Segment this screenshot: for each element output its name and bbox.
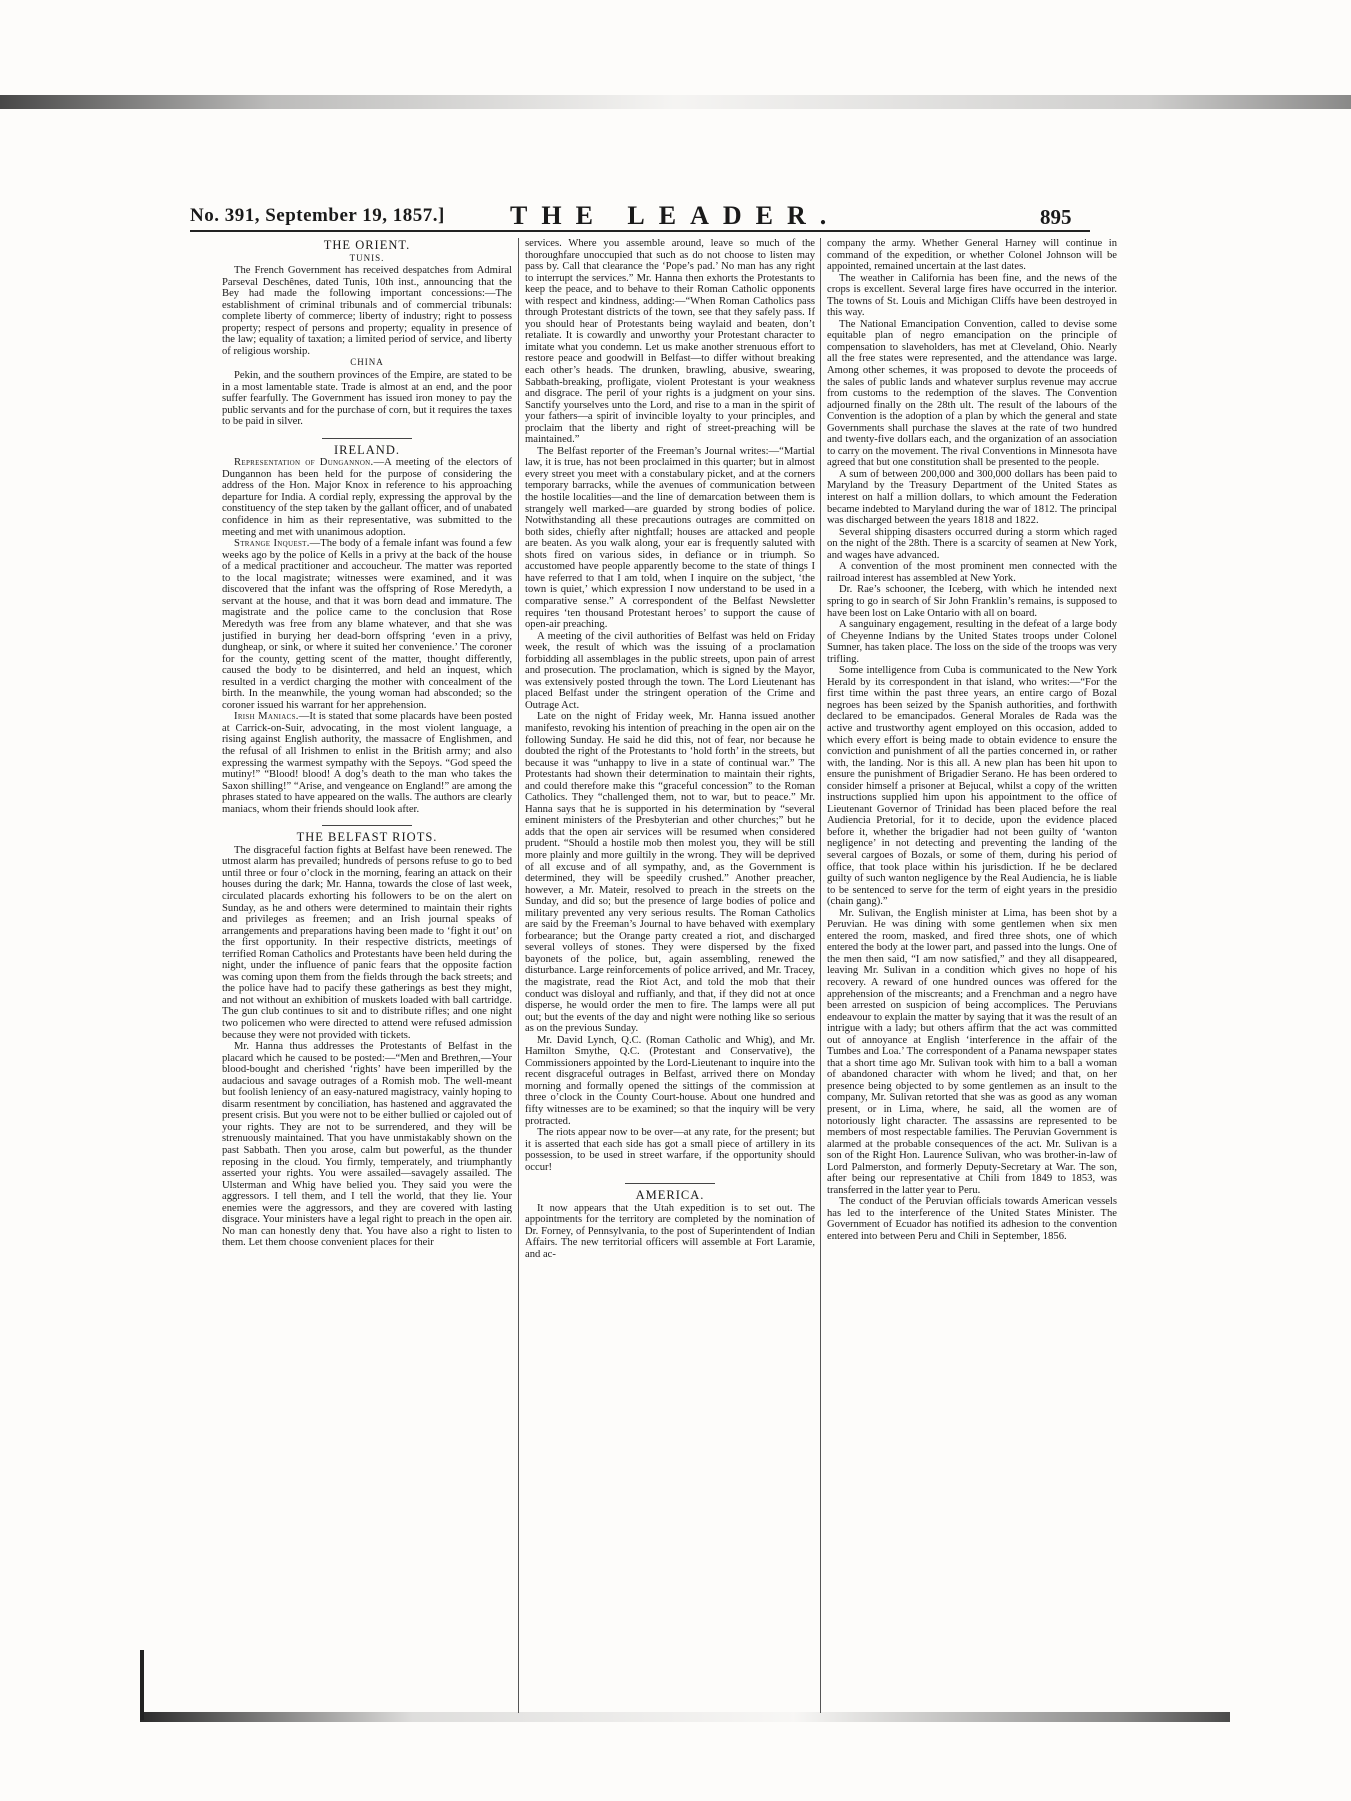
article-paragraph: It now appears that the Utah expedition is to set out. The appointments for the territory are completed by the nomination of Dr. Forney, of Pennsylvania, to the post of Superintendent of Indian Affairs. The new territorial officers will assemble at Fort Laramie, and ac- bbox=[525, 1202, 815, 1261]
column-divider bbox=[518, 238, 519, 1713]
article-paragraph: Mr. Hanna thus addresses the Protestants of Belfast in the placard which he caused to be posted:—“Men and Brethren,—Your blood-bought and cherished ‘rights’ have been imperilled by the audacious and savage outrages of a Romish mob. The well-meant but foolish leniency of an easy-natured magistracy, vainly hoping to disarm resentment by conciliation, has hastened and aggravated the present crisis. But you were not to be either bullied or cajoled out of your rights. They are not to be surrendered, and they will be strenuously maintained. That you have unmistakably shown on the past Sabbath. Then you arose, calm but powerful, as the thunder reposing in the cloud. You firmly, temperately, and triumphantly asserted your rights. You were assailed—savagely assailed. The Ulsterman and Whig have belied you. They said you were the aggressors. I tell them, and I tell the world, that they lie. Your enemies were the aggressors, and they are covered with lasting disgrace. Your ministers have a legal right to preach in the open air. No man can honestly deny that. You have also a right to listen to them. Let them choose convenient places for their bbox=[222, 1041, 512, 1249]
article-paragraph: Late on the night of Friday week, Mr. Hanna issued another manifesto, revoking his intention of preaching in the open air on the following Sunday. He said he did this, not of fear, nor because he doubted the right of the Protestants to ‘hold forth’ in the streets, but because it was “unhappy to live in a state of continual war.” The Protestants had shown their determination to maintain their rights, and could therefore make this “graceful concession” to the Roman Catholics. They “challenged them, not to war, but to peace.” Mr. Hanna says that he is supported in his determination by “several eminent ministers of the Presbyterian and other churches;” but he adds that the open air services will be resumed when considered prudent. “Should a hostile mob then molest you, they will be still more plainly and more guiltily in the wrong. They will be deprived of all excuse and of all sympathy, and, as the Government is determined, they will be speedily crushed.” Another preacher, however, a Mr. Mateir, resolved to preach in the streets on the Sunday, and did so; but the presence of large bodies of police and military prevented any very serious results. The Roman Catholics are said by the Freeman’s Journal to have behaved with exemplary forbearance; but the Orange party created a riot, and discharged several volleys of stones. They were dispersed by the fixed bayonets of the police, but, again assembling, renewed the disturbance. Large reinforcements of police arrived, and Mr. Tracey, the magistrate, read the Riot Act, and told the mob that their conduct was disloyal and ruffianly, and that, if they did not at once disperse, he would order the men to fire. The lamps were all put out; but the events of the day and night were nothing like so serious as on the previous Sunday. bbox=[525, 711, 815, 1035]
newspaper-title: THE LEADER. bbox=[510, 201, 841, 230]
run-in-heading: Representation of Dungannon. bbox=[234, 457, 374, 469]
section-heading: THE BELFAST RIOTS. bbox=[296, 830, 438, 845]
article-paragraph: The disgraceful faction fights at Belfast have been renewed. The utmost alarm has prevailed; hundreds of persons refuse to go to bed until three or four o’clock in the morning, fearing an attack on their houses during the dark; Mr. Hanna, towards the close of last week, circulated placards exhorting his followers to be on the alert on Sunday, as he and others were determined to maintain their rights and privileges as freemen; and an Irish journal speaks of arrangements and preparations having been made to ‘fight it out’ on the first opportunity. In their respective districts, meetings of terrified Roman Catholics and Protestants have been held during the night, under the influence of panic fears that the opposite faction was coming upon them from the fields through the back streets; and the police have had to pacify these gatherings as best they might, and not without an exhibition of muskets loaded with ball cartridge. The gun club continues to sit and to distribute rifles; and one night two policemen who were directed to attend were refused admission because they were not provided with tickets. bbox=[222, 844, 512, 1041]
article-paragraph: Dr. Rae’s schooner, the Iceberg, with which he intended next spring to go in search of Sir John Franklin’s remains, is supposed to have been lost on Lake Ontario with all on board. bbox=[827, 584, 1117, 619]
section-rule bbox=[322, 438, 412, 439]
masthead bbox=[190, 195, 1090, 235]
article-paragraph bbox=[222, 457, 512, 538]
article-paragraph bbox=[222, 538, 512, 711]
article-paragraph: A sanguinary engagement, resulting in the defeat of a large body of Cheyenne Indians by the United States troops under Colonel Sumner, has taken place. The loss on the side of the troops was very trifling. bbox=[827, 619, 1117, 665]
scan-edge-left bbox=[140, 1650, 144, 1720]
paragraph-text: —The body of a female infant was found a few weeks ago by the police of Kells in a privy at the back of the house of a medical practitioner and accoucheur. The matter was reported to the local magistrate; witnesses were examined, and it was discovered that the infant was the offspring of Rose Meredyth, a servant at the house, and that it was born dead and immature. The magistrate and the police came to the conclusion that Rose Meredyth was free from any blame whatever, and that she was justified in burying her dead-born offspring ‘even in a privy, dungheap, or sink, or where it suited her convenience.’ The coroner for the county, getting scent of the matter, thought differently, caused the body to be disinterred, and held an inquest, which resulted in a verdict charging the mother with concealment of the birth. In the meanwhile, the young woman had absconded; so the coroner issued his warrant for her apprehension. bbox=[222, 538, 512, 711]
run-in-heading: Irish Maniacs. bbox=[234, 711, 299, 723]
article-paragraph: Mr. David Lynch, Q.C. (Roman Catholic and Whig), and Mr. Hamilton Smythe, Q.C. (Protestant and Conservative), the Commissioners appointed by the Lord-Lieutenant to inquire into the recent disgraceful outrages in Belfast, arrived there on Monday morning and formally opened the sittings of the commission at three o’clock in the County Court-house. About one hundred and fifty witnesses are to be examined; so that the inquiry will be very protracted. bbox=[525, 1034, 815, 1127]
section-rule bbox=[625, 1183, 715, 1184]
scan-edge-bottom bbox=[140, 1712, 1230, 1722]
column-divider bbox=[820, 238, 821, 1713]
page-number: 895 bbox=[1040, 205, 1072, 229]
run-in-heading: Strange Inquest. bbox=[234, 538, 310, 550]
article-paragraph: Some intelligence from Cuba is communicated to the New York Herald by its correspondent in that island, who writes:—“For the first time within the past three years, an entire cargo of Bozal negroes has been seized by the Spanish authorities, and forthwith declared to be emancipados. General Morales de Rada was the active and trustworthy agent employed on this occasion, added to which every effort is being made to obtain evidence to ensure the conviction and punishment of all the parties concerned in, or rather with, the landing. Nor is this all. A new plan has been hit upon to ensure the punishment of Brigadier Serano. He has been ordered to consider himself a prisoner at Bejucal, whilst a copy of the written instructions supplied him upon his appointment to the office of Lieutenant Governor of Trinidad has been placed before the real Audiencia Pretorial, for it to decide, upon the evidence placed before it, whether the brigadier had not been guilty of ‘wanton negligence’ in not detecting and preventing the landing of the several cargoes of Bozals, or some of them, during his period of office, that took place within his jurisdiction. If he be declared guilty of such wanton negligence by the Real Audiencia, he is liable to be sentenced to serve for the term of eight years in the presidio (chain gang).” bbox=[827, 665, 1117, 908]
article-paragraph: The National Emancipation Convention, called to devise some equitable plan of negro emancipation on the principle of compensation to slaveholders, has met at Cleveland, Ohio. Nearly all the free states were represented, and the attendance was large. Among other schemes, it was proposed to devote the proceeds of the sales of public lands and whatever surplus revenue may accrue from customs to the redemption of the slaves. The Convention adjourned finally on the 28th ult. The result of the labours of the Convention is the adoption of a plan by which the general and state Governments shall purchase the slaves at the rate of two hundred and twenty-five dollars each, and the organization of an association to carry on the movement. The rival Conventions in Minnesota have agreed that but one constitution shall be presented to the people. bbox=[827, 318, 1117, 469]
article-paragraph: The weather in California has been fine, and the news of the crops is excellent. Several large fires have occurred in the interior. The towns of St. Louis and Michigan Cliffs have been destroyed in this way. bbox=[827, 272, 1117, 319]
section-heading: IRELAND. bbox=[334, 442, 400, 457]
article-paragraph: Several shipping disasters occurred during a storm which raged on the night of the 28th. There is a scarcity of seamen at New York, and wages have advanced. bbox=[827, 526, 1117, 561]
paragraph-text: —It is stated that some placards have been posted at Carrick-on-Suir, advocating, in the most violent language, a rising against English authority, the massacre of Englishmen, and the refusal of all Irishmen to enlist in the British army; and also expressing the warmest sympathy with the Sepoys. “God speed the mutiny!” “Blood! blood! A dog’s death to the man who takes the Saxon shilling!” “Arise, and vengeance on England!” are among the phrases stated to have appeared on the walls. The authors are clearly maniacs, whom their friends should look after. bbox=[222, 711, 512, 815]
column-2 bbox=[525, 238, 815, 1261]
column-1 bbox=[222, 238, 512, 1249]
section-heading: THE ORIENT. bbox=[323, 238, 411, 252]
article-paragraph: Mr. Sulivan, the English minister at Lima, has been shot by a Peruvian. He was dining with some gentlemen when six men entered the room, masked, and fired three shots, one of which entered the body at the lower part, and passed into the lungs. One of the men then said, “I am now satisfied,” and they all disappeared, leaving Mr. Sulivan in a condition which gives no hope of his recovery. A reward of one hundred ounces was offered for the apprehension of the miscreants; and a Frenchman and a negro have been arrested on suspicion of being accomplices. The Peruvians endeavour to explain the matter by saying that it was the result of an intrigue with a lady; but others affirm that the act was committed out of annoyance at English ‘interference in the affair of the Tumbes and Loa.’ The correspondent of a Panama newspaper states that a short time ago Mr. Sulivan took with him to a ball a woman of abandoned character with whom he lived; and that, on her presence being objected to by some gentlemen as an insult to the company, Mr. Sulivan retorted that she was as good as any woman present, or in Lima, where, he said, all the women are of notoriously light character. The assassins are represented to be members of most respectable families. The Peruvian Government is alarmed at the probable consequences of the act. Mr. Sulivan is a son of the Right Hon. Laurence Sulivan, who was brother-in-law of Lord Palmerston, and formerly Deputy-Secretary at War. The son, after being our representative at Chili from 1849 to 1853, was transferred in the latter year to Peru. bbox=[827, 907, 1117, 1196]
continued-paragraph: services. Where you assemble around, leave so much of the thoroughfare unoccupied that such as do not choose to listen may pass by. Call that clearance the ‘Pope’s pad.’ No man has any right to interrupt the services.” Mr. Hanna then exhorts the Protestants to keep the peace, and to behave to their Roman Catholic opponents with respect and kindness, adding:—“When Roman Catholics pass through Protestant districts of the town, see that they safely pass. If you should hear of Protestants being waylaid and beaten, don’t retaliate. It is cowardly and unworthy your Protestant character to imitate what you condemn. Let us make another strenuous effort to restore peace and goodwill in Belfast—to differ without breaking each other’s heads. The drunken, brawling, abusive, swearing, Sabbath-breaking, profligate, violent Protestant is your weakness and disgrace. The peril of your rights is a judgment on your sins. Sanctify yourselves unto the Lord, and rise to a man in the spirit of your fathers—a spirit of invincible loyalty to your principles, and proclaim that the liberty and right of street-preaching will be maintained.” bbox=[525, 238, 815, 446]
section-subheading: TUNIS. bbox=[349, 252, 385, 263]
masthead-rule bbox=[190, 230, 1090, 232]
column-3 bbox=[827, 238, 1117, 1243]
article-paragraph: Pekin, and the southern provinces of the Empire, are stated to be in a most lamentable state. Trade is almost at an end, and the poor suffer fearfully. The Government has issued iron money to pay the public servants and for the purchase of corn, but it requires the taxes to be paid in silver. bbox=[222, 370, 512, 428]
article-paragraph: A sum of between 200,000 and 300,000 dollars has been paid to Maryland by the Treasury Department of the United States as interest on half a million dollars, to which amount the Federation became indebted to Maryland during the war of 1812. The principal was discharged between the years 1818 and 1822. bbox=[827, 468, 1117, 527]
article-paragraph bbox=[222, 711, 512, 815]
article-paragraph: The conduct of the Peruvian officials towards American vessels has led to the interference of the United States Minister. The Government of Ecuador has notified its adhesion to the convention entered into between Peru and Chili in September, 1856. bbox=[827, 1196, 1117, 1243]
article-paragraph: The Belfast reporter of the Freeman’s Journal writes:—“Martial law, it is true, has not been proclaimed in this quarter; but in almost every street you meet with a constabulary picket, and at the corners temporary barracks, while the avenues of communication between the hostile localities—and the line of demarcation between them is strangely well marked—are guarded by strong bodies of police. Notwithstanding all these precautions outrages are committed on both sides, chiefly after nightfall; houses are attacked and people are beaten. As you walk along, your ear is frequently saluted with shots fired on various sides, in defiance or in triumph. So accustomed have people apparently become to the state of things I have referred to that I am told, when I inquire on the subject, ‘the town is quiet,’ which expression I now understand to be used in a comparative sense.” A correspondent of the Belfast Newsletter requires ‘ten thousand Protestant heroes’ to support the cause of open-air preaching. bbox=[525, 445, 815, 631]
section-heading: AMERICA. bbox=[635, 1188, 705, 1203]
section-rule bbox=[322, 825, 412, 826]
scan-edge-top bbox=[0, 95, 1351, 109]
article-paragraph: The French Government has received despatches from Admiral Parseval Deschênes, dated Tunis, 10th inst., announcing that the Bey had made the following important concessions:—The establishment of criminal tribunals and of commercial tribunals: complete liberty of commerce; liberty of industry; right to possess property; respect of persons and property; equality in presence of the law; equality of taxation; a limited period of service, and liberty of religious worship. bbox=[222, 265, 512, 357]
issue-date: No. 391, September 19, 1857.] bbox=[190, 205, 445, 226]
article-paragraph: The riots appear now to be over—at any rate, for the present; but it is asserted that each side has got a small piece of artillery in its possession, to be used in street warfare, if the opportunity should occur! bbox=[525, 1127, 815, 1173]
paragraph-text: —A meeting of the electors of Dungannon has been held for the purpose of considering the address of the Hon. Major Knox in reference to his approaching departure for India. A cordial reply, expressing the approval by the constituency of the step taken by the gallant officer, and of unabated confidence in him as their representative, was submitted to the meeting and met with unanimous adoption. bbox=[222, 457, 512, 538]
continued-paragraph: company the army. Whether General Harney will continue in command of the expedition, or whether Colonel Johnson will be appointed, remained uncertain at the last dates. bbox=[827, 238, 1117, 273]
section-subheading: CHINA bbox=[350, 357, 384, 368]
article-paragraph: A meeting of the civil authorities of Belfast was held on Friday week, the result of which was the issuing of a proclamation forbidding all assemblages in the public streets, upon pain of arrest and prosecution. The proclamation, which is signed by the Mayor, was extensively posted through the town. The Lord Lieutenant has placed Belfast under the stringent operation of the Crime and Outrage Act. bbox=[525, 630, 815, 711]
article-paragraph: A convention of the most prominent men connected with the railroad interest has assembled at New York. bbox=[827, 561, 1117, 584]
